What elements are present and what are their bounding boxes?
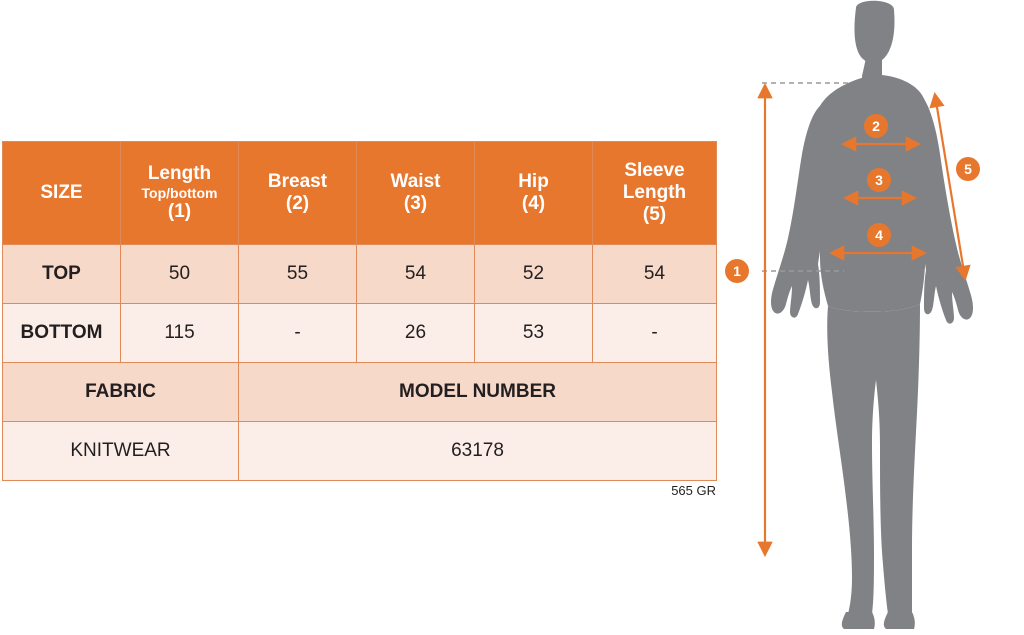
size-chart-table	[2, 141, 717, 481]
cell-bottom-sleeve: -	[593, 304, 717, 363]
row-label-top: TOP	[3, 245, 121, 304]
header-sleeve-num: (5)	[642, 203, 667, 225]
header-hip	[475, 142, 593, 245]
header-waist-num: (3)	[403, 193, 428, 214]
measurement-figure-panel	[716, 0, 1024, 635]
label-model-number: MODEL NUMBER	[239, 363, 717, 422]
header-length-sub: Top/bottom	[141, 184, 218, 201]
cell-top-sleeve: 54	[593, 245, 717, 304]
header-breast-main: Breast	[267, 171, 328, 193]
header-breast	[239, 142, 357, 245]
header-hip-main: Hip	[518, 171, 549, 193]
header-size: SIZE	[3, 142, 121, 245]
table-row-section-labels	[3, 363, 717, 422]
table-row-section-values	[3, 422, 717, 481]
header-length-num: (1)	[167, 201, 192, 223]
header-hip-num: (4)	[521, 193, 546, 214]
header-length	[121, 142, 239, 245]
weight-note: 565 GR	[671, 483, 716, 498]
row-label-bottom: BOTTOM	[3, 304, 121, 363]
cell-top-length: 50	[121, 245, 239, 304]
badge-1: 1	[725, 259, 749, 283]
cell-bottom-hip: 53	[475, 304, 593, 363]
header-length-main: Length	[147, 163, 212, 185]
cell-bottom-waist: 26	[357, 304, 475, 363]
badge-4: 4	[867, 223, 891, 247]
header-breast-num: (2)	[285, 193, 310, 214]
table-row-bottom	[3, 304, 717, 363]
badge-3: 3	[867, 168, 891, 192]
cell-top-breast: 55	[239, 245, 357, 304]
label-fabric: FABRIC	[3, 363, 239, 422]
header-waist	[357, 142, 475, 245]
cell-top-hip: 52	[475, 245, 593, 304]
value-fabric: KNITWEAR	[3, 422, 239, 481]
badge-2: 2	[864, 114, 888, 138]
cell-top-waist: 54	[357, 245, 475, 304]
badge-5: 5	[956, 157, 980, 181]
cell-bottom-breast: -	[239, 304, 357, 363]
body-silhouette-icon	[771, 1, 973, 629]
header-sleeve-main: Sleeve Length	[622, 160, 687, 204]
header-waist-main: Waist	[390, 171, 441, 193]
table-row-top	[3, 245, 717, 304]
value-model-number: 63178	[239, 422, 717, 481]
table-header-row	[3, 142, 717, 245]
cell-bottom-length: 115	[121, 304, 239, 363]
header-sleeve-length	[593, 142, 717, 245]
female-body-silhouette-diagram	[716, 0, 1024, 635]
